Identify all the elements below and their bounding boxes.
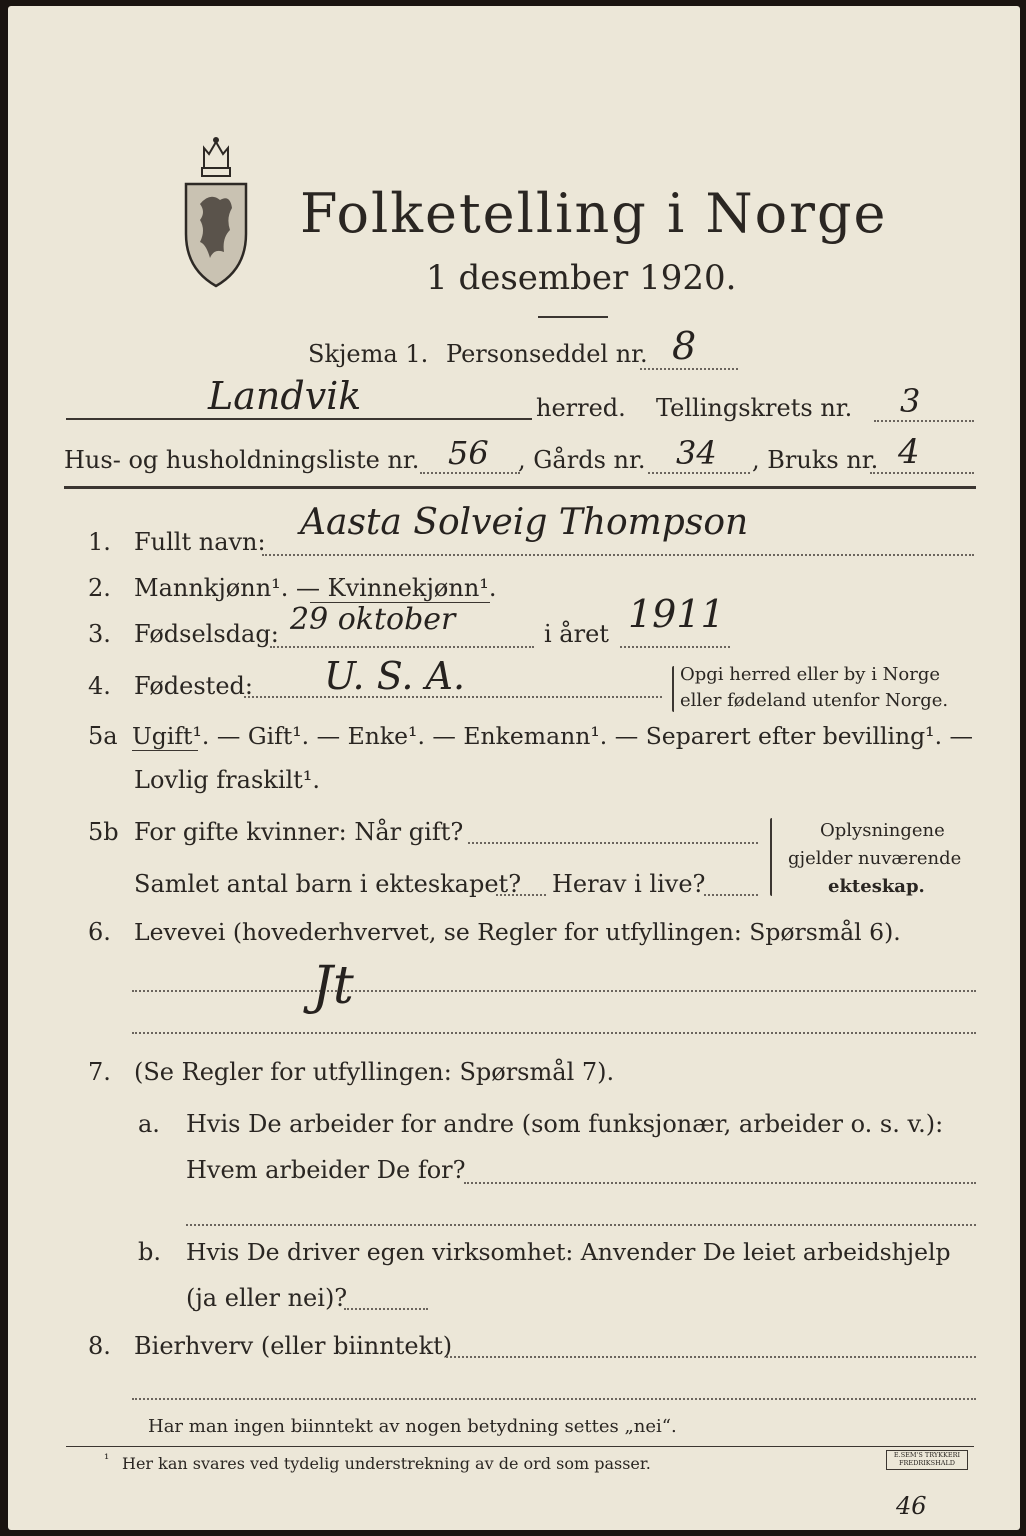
q7a-label-2: Hvem arbeider De for? [186, 1156, 466, 1184]
q7b-number: b. [138, 1238, 161, 1266]
q5b-number: 5b [88, 818, 119, 846]
q8-number: 8. [88, 1332, 111, 1360]
coat-of-arms-icon [176, 134, 256, 292]
title-divider [538, 316, 608, 318]
q7b-line [344, 1308, 428, 1310]
hus-value[interactable]: 56 [448, 434, 489, 472]
q7-label: (Se Regler for utfyllingen: Spørsmål 7). [134, 1058, 615, 1086]
q5b-note-1: Oplysningene [820, 820, 945, 841]
bruks-line [870, 472, 974, 474]
q5b-label-2: Samlet antal barn i ekteskapet? [134, 870, 522, 898]
q5b-label: For gifte kvinner: Når gift? [134, 818, 464, 846]
form-date: 1 desember 1920. [426, 258, 737, 298]
herred-value[interactable]: Landvik [208, 374, 362, 418]
birthplace-value[interactable]: U. S. A. [324, 654, 466, 698]
personseddel-line [640, 368, 738, 370]
q7b-label: Hvis De driver egen virksomhet: Anvender De leiet arbeidshjelp [186, 1238, 951, 1266]
q5a-label: Ugift¹. — Gift¹. — Enke¹. — Enkemann¹. — Separert efter bevilling¹. — [132, 722, 974, 750]
header-rule [64, 486, 976, 489]
q1-line [262, 554, 974, 556]
printer-stamp: E.SEM'S TRYKKERI FREDRIKSHALD [886, 1450, 968, 1470]
gards-label: , Gårds nr. [518, 446, 646, 474]
q5b-note-3: ekteskap. [828, 876, 925, 897]
personseddel-value[interactable]: 8 [672, 324, 697, 368]
q7-number: 7. [88, 1058, 111, 1086]
q6-number: 6. [88, 918, 111, 946]
bruks-label: , Bruks nr. [752, 446, 879, 474]
hus-label: Hus- og husholdningsliste nr. [64, 446, 420, 474]
q4-label: Fødested: [134, 672, 253, 700]
occupation-value[interactable]: Jt [312, 956, 354, 1016]
q5b-brace [770, 818, 772, 896]
q6-line-1 [132, 990, 976, 992]
q4-note-1: Opgi herred eller by i Norge [680, 664, 941, 685]
q4-brace [672, 666, 674, 712]
q8-line-2 [132, 1398, 976, 1400]
q5b-children-line [496, 894, 546, 896]
gards-line [648, 472, 750, 474]
q3-number: 3. [88, 620, 111, 648]
q7b-label-2: (ja eller nei)? [186, 1284, 348, 1312]
q3-year-line [620, 646, 730, 648]
q7a-label: Hvis De arbeider for andre (som funksjonær, arbeider o. s. v.): [186, 1110, 944, 1138]
q6-label: Levevei (hovederhvervet, se Regler for utfyllingen: Spørsmål 6). [134, 918, 901, 946]
q3-label: Fødselsdag: [134, 620, 279, 648]
form-title: Folketelling i Norge [300, 182, 888, 245]
tellingskrets-value[interactable]: 3 [900, 382, 921, 420]
q8-note: Har man ingen biinntekt av nogen betydning settes „nei“. [148, 1416, 677, 1437]
q2-label: Mannkjønn¹. — Kvinnekjønn¹. [134, 574, 497, 602]
q7a-line-2 [186, 1224, 976, 1226]
q1-number: 1. [88, 528, 111, 556]
tellingskrets-label: Tellingskrets nr. [656, 394, 853, 422]
q5b-note-2: gjelder nuværende [788, 848, 962, 869]
herred-label: herred. [536, 394, 626, 422]
q8-line-1 [446, 1356, 976, 1358]
q3-year-label: i året [544, 620, 609, 648]
q8-label: Bierhverv (eller biinntekt) [134, 1332, 453, 1360]
q4-number: 4. [88, 672, 111, 700]
q5b-married-line [468, 842, 758, 844]
hus-line [420, 472, 520, 474]
census-form-page [8, 6, 1020, 1530]
q5a-underline [132, 750, 198, 751]
q6-line-2 [132, 1032, 976, 1034]
schema-label: Skjema 1. [308, 340, 429, 368]
full-name-value[interactable]: Aasta Solveig Thompson [300, 502, 749, 543]
footnote-rule [66, 1446, 974, 1447]
birthday-value[interactable]: 29 oktober [290, 602, 456, 637]
q5b-label-3: Herav i live? [552, 870, 706, 898]
q5a-label-2: Lovlig fraskilt¹. [134, 766, 321, 794]
footnote-mark: ¹ [104, 1452, 110, 1467]
herred-line [66, 418, 532, 420]
q5b-alive-line [704, 894, 758, 896]
bruks-value[interactable]: 4 [898, 432, 920, 472]
q7a-line-1 [464, 1182, 976, 1184]
q2-number: 2. [88, 574, 111, 602]
q7a-number: a. [138, 1110, 160, 1138]
q1-label: Fullt navn: [134, 528, 266, 556]
q5a-number: 5a [88, 722, 118, 750]
footnote-text: Her kan svares ved tydelig understrekning av de ord som passer. [122, 1454, 651, 1473]
q4-note-2: eller fødeland utenfor Norge. [680, 690, 949, 711]
tellingskrets-line [874, 420, 974, 422]
q3-line [270, 646, 534, 648]
archive-mark: 46 [896, 1492, 927, 1520]
birth-year-value[interactable]: 1911 [628, 592, 725, 636]
personseddel-label: Personseddel nr. [446, 340, 648, 368]
gards-value[interactable]: 34 [676, 434, 717, 472]
